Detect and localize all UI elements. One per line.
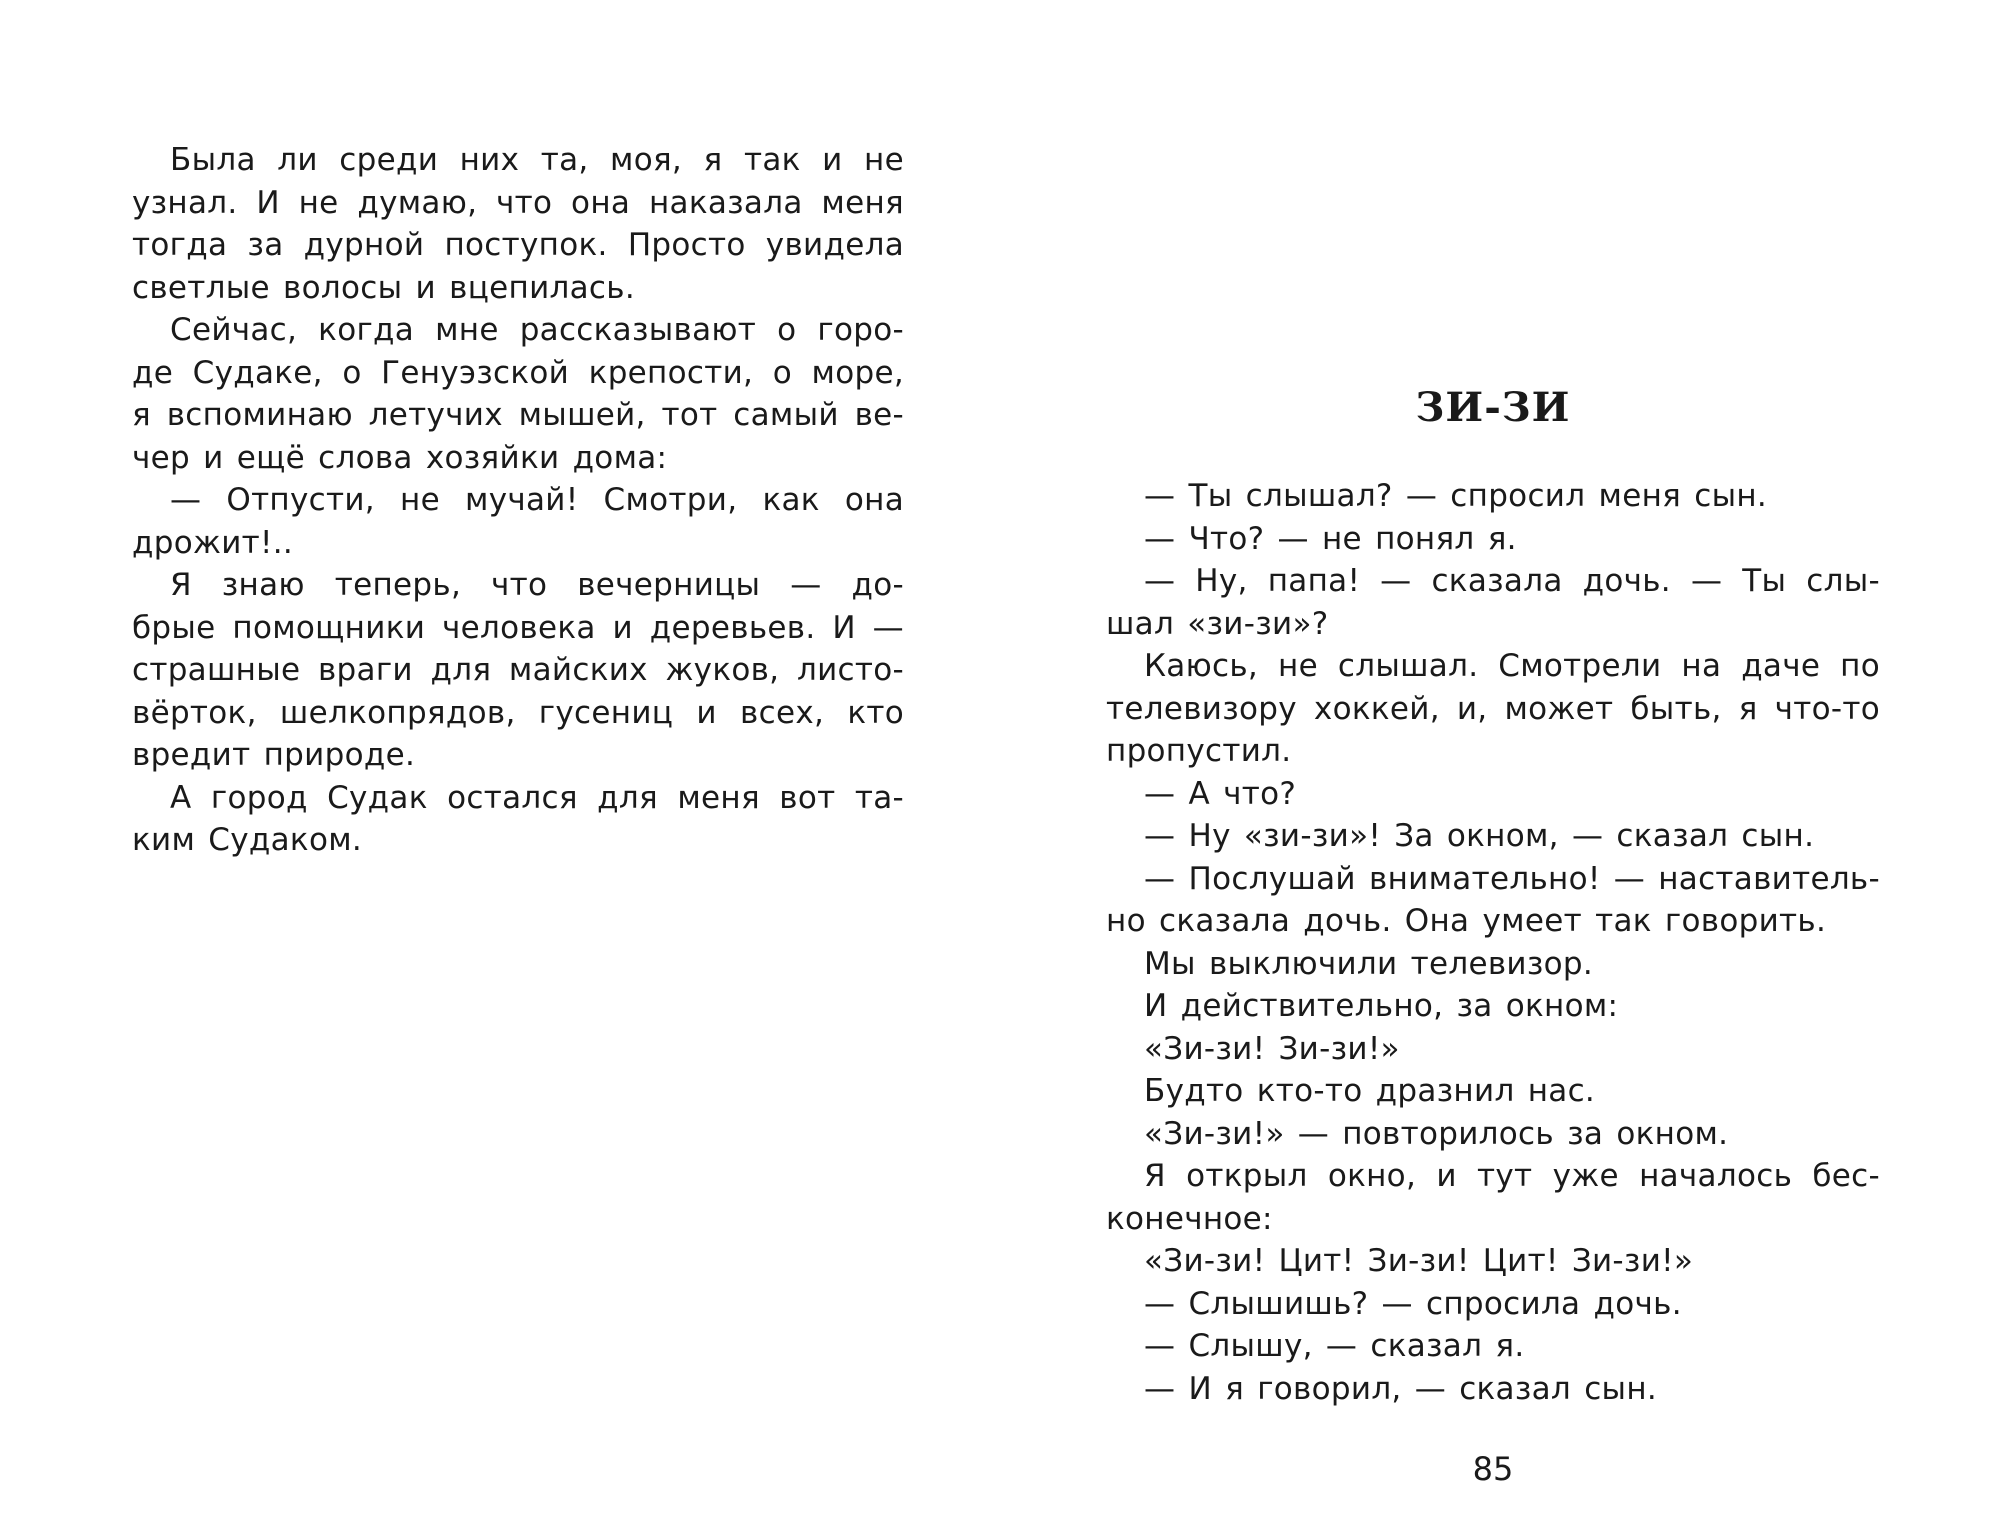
text-line: дрожит!..	[132, 524, 294, 561]
text-line: Сейчас, когда мне рассказывают о горо-	[170, 312, 904, 348]
text-line: чер и ещё слова хозяйки дома:	[132, 439, 668, 476]
text-line: Мы выключили телевизор.	[1144, 945, 1594, 982]
right-page-text	[1106, 475, 1880, 1410]
page-number: 85	[1472, 1450, 1514, 1488]
text-line: — Ты слышал? — спросил меня сын.	[1144, 478, 1768, 514]
text-line: ким Судаком.	[132, 822, 363, 858]
text-line: Была ли среди них та, моя, я так и не	[170, 142, 904, 178]
text-line: шал «зи-зи»?	[1106, 605, 1329, 642]
text-line: брые помощники человека и деревьев. И —	[132, 609, 904, 646]
text-line: — Ну, папа! — сказала дочь. — Ты слы-	[1144, 563, 1880, 599]
right-page	[1106, 0, 1880, 1538]
text-line: страшные враги для майских жуков, листо-	[132, 652, 904, 688]
text-line: вредит природе.	[132, 737, 416, 773]
text-line: я вспоминаю летучих мышей, тот самый ве-	[132, 397, 904, 433]
chapter-title: ЗИ-ЗИ	[1415, 384, 1571, 431]
text-line: Каюсь, не слышал. Смотрели на даче по	[1144, 648, 1880, 684]
text-line: — Отпусти, не мучай! Смотри, как она	[170, 482, 904, 518]
text-line: И действительно, за окном:	[1144, 988, 1619, 1024]
text-line: — Послушай внимательно! — наставитель-	[1144, 860, 1880, 897]
text-line: Я знаю теперь, что вечерницы — до-	[170, 567, 904, 603]
text-line: — Слышу, — сказал я.	[1144, 1328, 1525, 1364]
text-line: А город Судак остался для меня вот та-	[170, 779, 904, 816]
text-line: «Зи-зи! Цит! Зи-зи! Цит! Зи-зи!»	[1144, 1243, 1694, 1279]
text-line: «Зи-зи!» — повторилось за окном.	[1144, 1115, 1729, 1152]
text-line: — Слышишь? — спросила дочь.	[1144, 1285, 1682, 1322]
text-line: телевизору хоккей, и, может быть, я что-то	[1106, 690, 1880, 727]
text-line: вёрток, шелкопрядов, гусениц и всех, кто	[132, 694, 904, 731]
text-line: — А что?	[1144, 775, 1297, 812]
text-line: «Зи-зи! Зи-зи!»	[1144, 1030, 1400, 1067]
text-line: но сказала дочь. Она умеет так говорить.	[1106, 903, 1827, 939]
left-page-text	[132, 139, 904, 862]
text-line: — Ну «зи-зи»! За окном, — сказал сын.	[1144, 818, 1815, 854]
text-line: тогда за дурной поступок. Просто увидела	[132, 227, 904, 263]
text-line: конечное:	[1106, 1200, 1273, 1237]
text-line: де Судаке, о Генуэзской крепости, о море,	[132, 354, 904, 391]
text-line: светлые волосы и вцепилась.	[132, 269, 635, 306]
text-line: узнал. И не думаю, что она наказала меня	[132, 184, 904, 221]
text-line: — И я говорил, — сказал сын.	[1144, 1370, 1658, 1407]
text-line: Я открыл окно, и тут уже началось бес-	[1144, 1158, 1880, 1194]
text-line: пропустил.	[1106, 733, 1292, 769]
text-line: Будто кто-то дразнил нас.	[1144, 1073, 1596, 1109]
text-line: — Что? — не понял я.	[1144, 520, 1517, 557]
left-page	[132, 0, 904, 1538]
